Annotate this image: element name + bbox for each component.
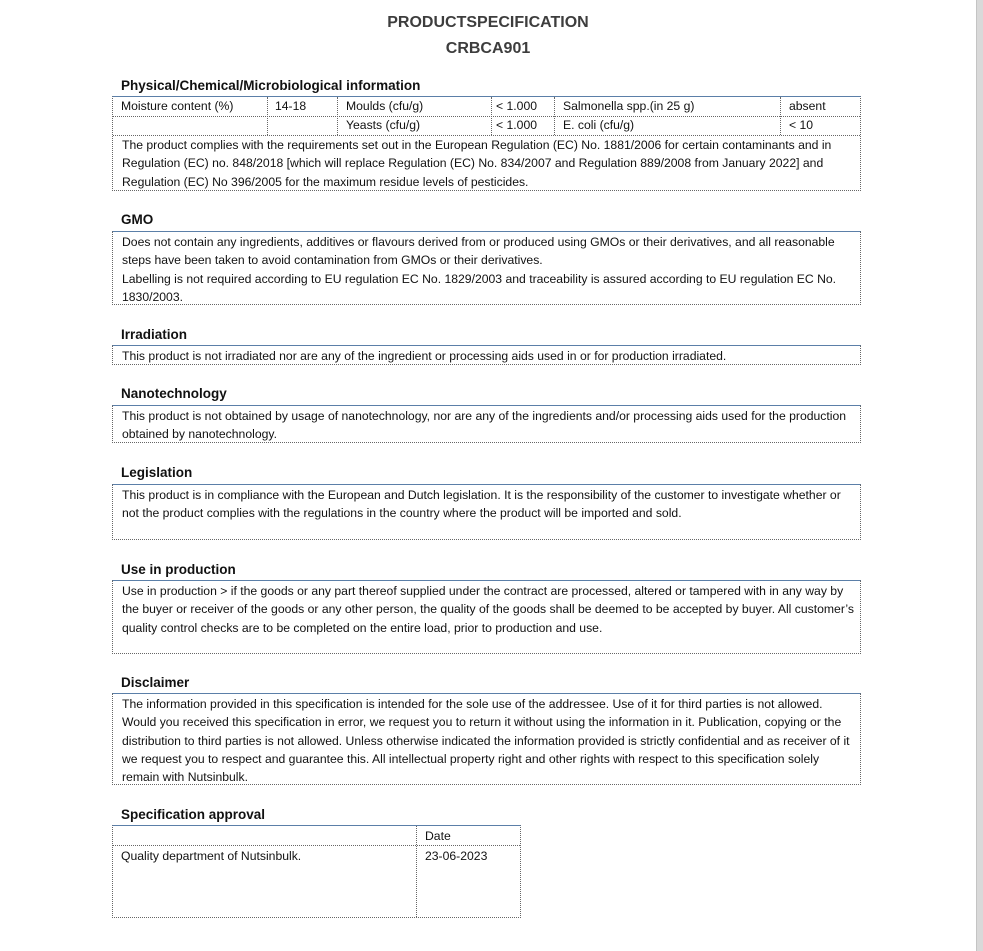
ecoli-limit: < 10 bbox=[789, 118, 814, 132]
salmonella-label: Salmonella spp.(in 25 g) bbox=[563, 99, 695, 113]
approval-table bbox=[112, 825, 521, 918]
nanotech-box bbox=[112, 405, 861, 443]
table-divider bbox=[113, 116, 860, 117]
document-title: PRODUCTSPECIFICATION bbox=[387, 14, 589, 31]
disclaimer-heading: Disclaimer bbox=[121, 675, 190, 690]
use-box bbox=[112, 580, 861, 654]
yeasts-label: Yeasts (cfu/g) bbox=[346, 118, 421, 132]
page-scroll-edge bbox=[976, 0, 983, 951]
salmonella-limit: absent bbox=[789, 99, 826, 113]
approval-date: 23-06-2023 bbox=[425, 849, 488, 863]
table-divider bbox=[416, 826, 417, 917]
date-label: Date bbox=[425, 829, 451, 843]
use-text: Use in production > if the goods or any part thereof supplied under the contract are processed, altered or tampered with in any way by the buyer or receiver of the goods or any other person, the quality of the goods shall be deemed to be accepted by buyer. All customer’s quality control checks are to be completed on the entire load, prior to production and use. bbox=[122, 584, 854, 635]
department-name: Quality department of Nutsinbulk. bbox=[121, 849, 302, 863]
legislation-heading: Legislation bbox=[121, 465, 193, 480]
gmo-box bbox=[112, 231, 861, 305]
physical-table bbox=[112, 96, 861, 191]
nanotech-heading: Nanotechnology bbox=[121, 386, 227, 401]
ecoli-label: E. coli (cfu/g) bbox=[563, 118, 635, 132]
disclaimer-box bbox=[112, 693, 861, 785]
legislation-box bbox=[112, 484, 861, 540]
disclaimer-text: The information provided in this specification is intended for the sole use of the addressee. Use of it for third parties is not allowed. Would you received this specification in error, we request you to return it without using the information in it. Publication, copying or the distribution to third parties is not allowed. Unless otherwise indicated the information provided is strictly confidential and as receiver of it we request you to respect and guarantee this. All intellectual property right and other rights with respect to this specification solely remain with Nutsinbulk. bbox=[122, 697, 850, 785]
irradiation-heading: Irradiation bbox=[121, 327, 188, 342]
physical-heading: Physical/Chemical/Microbiological information bbox=[121, 78, 421, 93]
product-code: CRBCA901 bbox=[445, 40, 531, 57]
regulation-text: The product complies with the requirements set out in the European Regulation (EC) No. 1881/2006 for certain contaminants and in Regulation (EC) no. 848/2018 [which will replace Regulation (EC) No. 834/2007 and Regulation 889/2008 from January 2022] and Regulation (EC) No 396/2005 for the maximum residue levels of pesticides. bbox=[122, 138, 832, 189]
gmo-text: Does not contain any ingredients, additives or flavours derived from or produced using GMOs or their derivatives, and all reasonable steps have been taken to avoid contamination from GMOs or their derivatives. bbox=[122, 235, 835, 268]
moisture-label: Moisture content (%) bbox=[121, 99, 234, 113]
legislation-text: This product is in compliance with the European and Dutch legislation. It is the responsibility of the customer to investigate whether or not the product complies with the regulations in the country where the product will be imported and sold. bbox=[122, 488, 841, 521]
moulds-label: Moulds (cfu/g) bbox=[346, 99, 424, 113]
gmo-heading: GMO bbox=[121, 212, 154, 227]
nanotech-text: This product is not obtained by usage of nanotechnology, nor are any of the ingredients and/or processing aids used for the production obtained by nanotechnology. bbox=[122, 409, 847, 442]
irradiation-text: This product is not irradiated nor are any of the ingredient or processing aids used in or for production irradiated. bbox=[122, 349, 727, 363]
irradiation-box bbox=[112, 345, 861, 365]
moulds-limit: < 1.000 bbox=[496, 99, 538, 113]
use-heading: Use in production bbox=[121, 562, 236, 577]
approval-heading: Specification approval bbox=[121, 807, 266, 822]
table-divider bbox=[113, 845, 520, 846]
yeasts-limit: < 1.000 bbox=[496, 118, 538, 132]
gmo-labelling-text: Labelling is not required according to EU regulation EC No. 1829/2003 and traceability is assured according to EU regulation EC No. 1830/2003. bbox=[122, 271, 837, 304]
moisture-value: 14-18 bbox=[275, 99, 307, 113]
